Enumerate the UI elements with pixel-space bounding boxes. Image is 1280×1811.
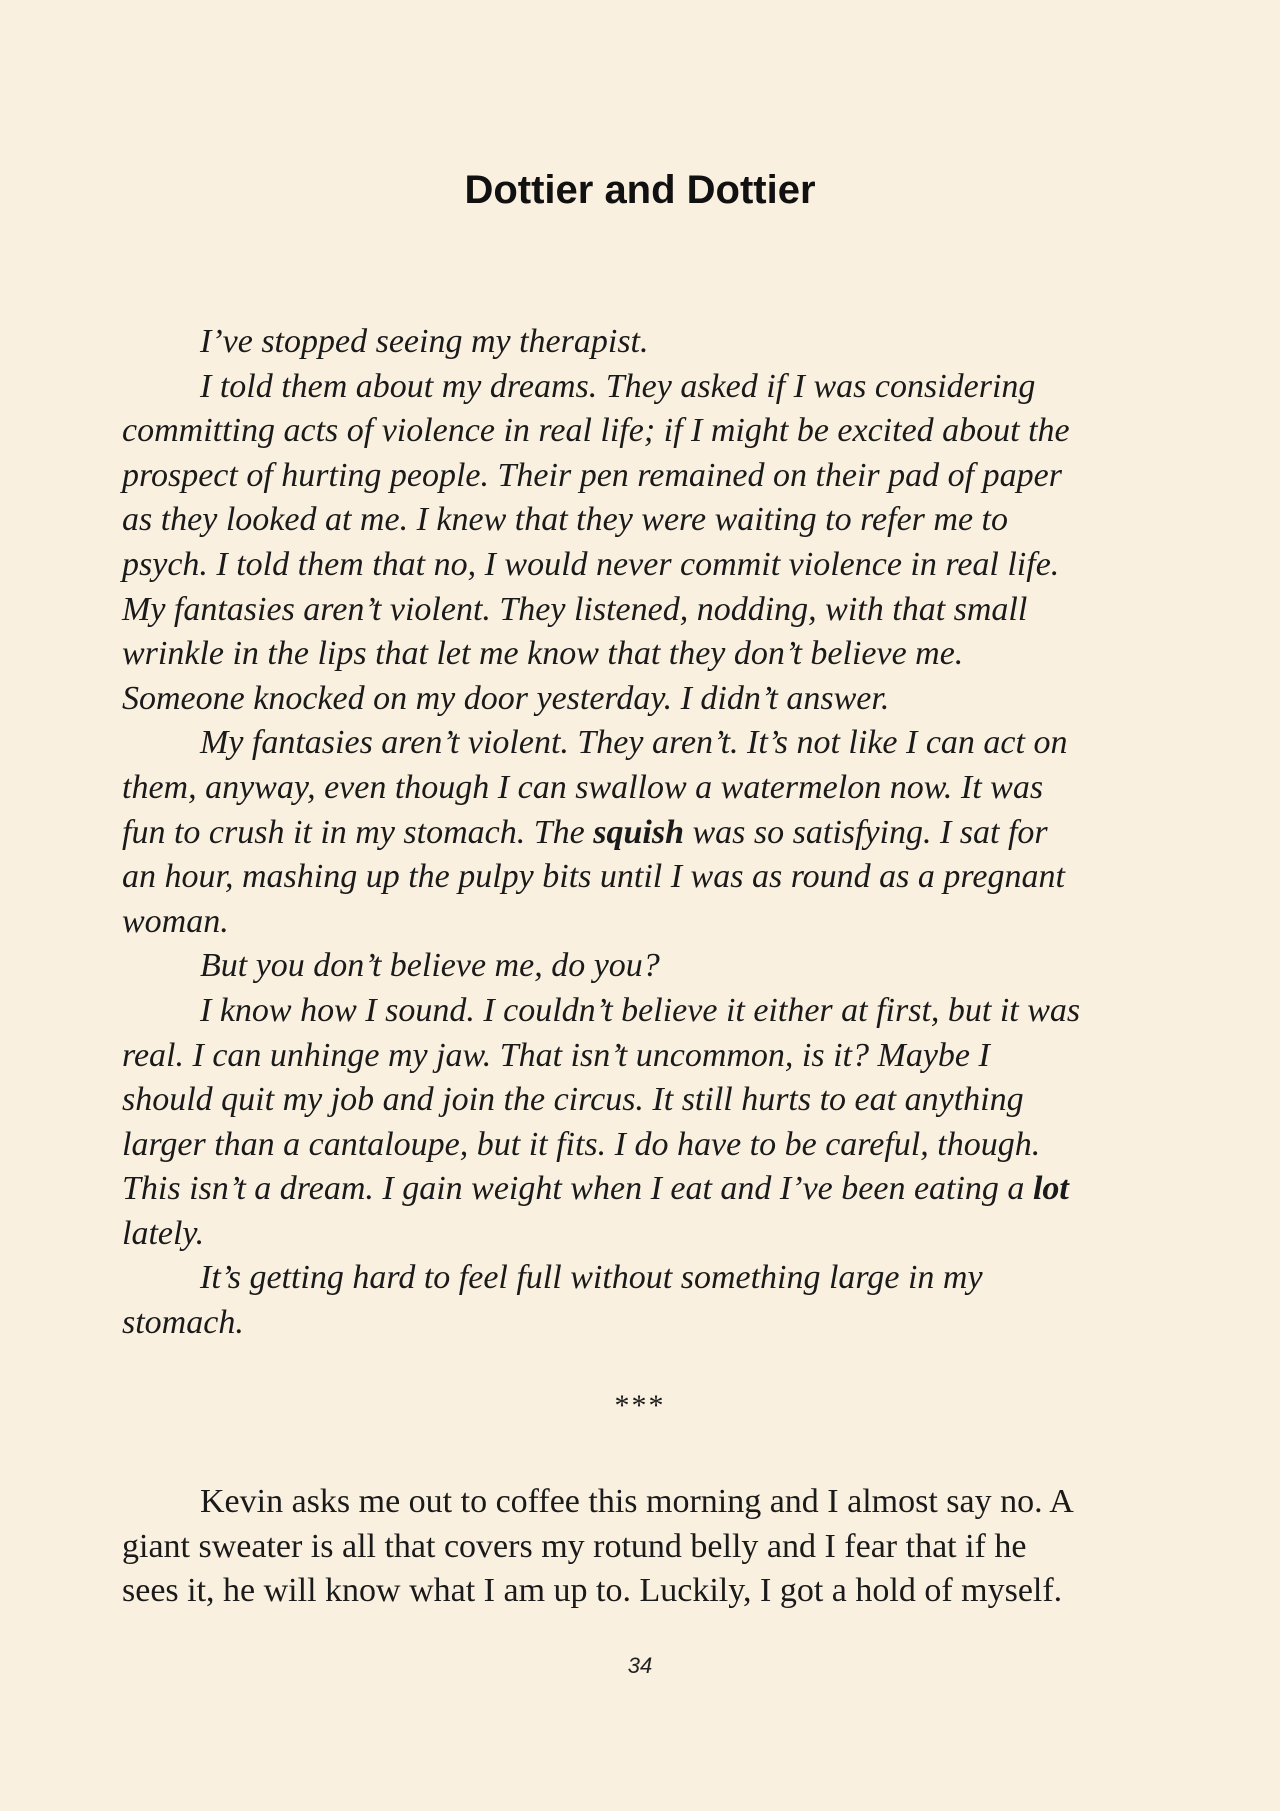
text-line: committing acts of violence in real life; if I might be excited about the — [122, 412, 1070, 450]
chapter-title: Dottier and Dottier — [464, 168, 816, 212]
text-segment: was so satisfying. I sat for — [684, 813, 1048, 851]
text-line: woman. — [122, 902, 229, 940]
text-line: It’s getting hard to feel full without something large in my — [200, 1259, 983, 1297]
emphasis-word: lot — [1032, 1170, 1069, 1208]
text-line: Someone knocked on my door yesterday. I didn’t answer. — [122, 679, 890, 717]
text-line: My fantasies aren’t violent. They listened, nodding, with that small — [122, 590, 1028, 628]
text-line: larger than a cantaloupe, but it fits. I do have to be careful, though. — [122, 1125, 1041, 1163]
text-line: real. I can unhinge my jaw. That isn’t uncommon, is it? Maybe I — [122, 1036, 990, 1074]
text-segment: fun to crush it in my stomach. The — [122, 813, 594, 851]
text-line: giant sweater is all that covers my rotund belly and I fear that if he — [122, 1527, 1027, 1565]
text-line: I’ve stopped seeing my therapist. — [200, 323, 649, 360]
roman-passage — [122, 1480, 1168, 1614]
text-segment: This isn’t a dream. I gain weight when I eat and I’ve been eating a — [122, 1170, 1033, 1208]
text-line: stomach. — [122, 1304, 244, 1342]
text-line: prospect of hurting people. Their pen remained on their pad of paper — [122, 456, 1062, 494]
text-line: should quit my job and join the circus. It still hurts to eat anything — [122, 1081, 1024, 1119]
text-line: My fantasies aren’t violent. They aren’t. It’s not like I can act on — [200, 724, 1068, 762]
italic-passage — [122, 320, 1168, 1346]
text-line: them, anyway, even though I can swallow a watermelon now. It was — [122, 768, 1044, 806]
text-line: sees it, he will know what I am up to. Luckily, I got a hold of myself. — [122, 1572, 1063, 1610]
text-line — [122, 1167, 1168, 1212]
text-line: Kevin asks me out to coffee this morning and I almost say no. A — [200, 1483, 1074, 1520]
text-line — [122, 811, 1168, 856]
text-line: as they looked at me. I knew that they were waiting to refer me to — [122, 501, 1008, 539]
text-line: psych. I told them that no, I would never commit violence in real life. — [122, 545, 1060, 583]
page-number: 34 — [627, 1653, 653, 1678]
emphasis-word: squish — [593, 813, 684, 851]
text-line: I know how I sound. I couldn’t believe it either at first, but it was — [200, 991, 1081, 1029]
scene-break: *** — [614, 1389, 666, 1422]
text-line: I told them about my dreams. They asked if I was considering — [200, 367, 1036, 405]
text-line: lately. — [122, 1214, 205, 1252]
text-line: an hour, mashing up the pulpy bits until I was as round as a pregnant — [122, 858, 1065, 896]
text-line: But you don’t believe me, do you? — [200, 947, 660, 985]
text-line: wrinkle in the lips that let me know that they don’t believe me. — [122, 635, 964, 673]
